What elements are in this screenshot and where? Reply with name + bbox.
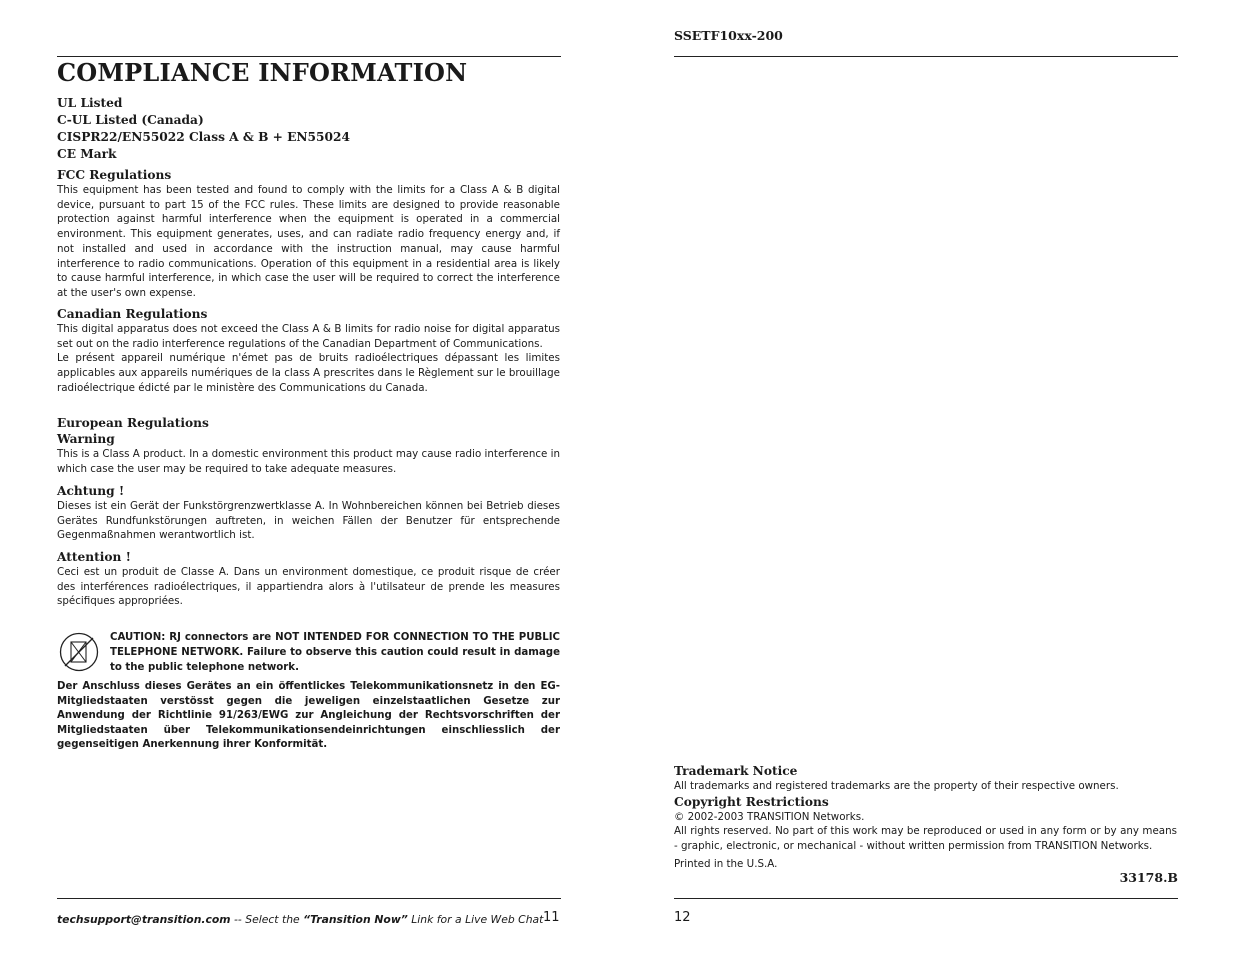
page-number-right: 12 — [674, 910, 691, 925]
right-page — [674, 0, 1178, 954]
achtung-text: Dieses ist ein Gerät der Funkstörgrenzwertklasse A. In Wohnbereichen können bei Betrieb dieses Gerätes Rundfunkstörungen auftreten, in weichen Fällen der Benutzer für entsprechende Gegenmaßnahmen werantwortlich ist. — [57, 500, 560, 542]
european-section — [57, 415, 560, 476]
listing-ce: CE Mark — [57, 147, 117, 161]
fcc-section — [57, 167, 560, 301]
fcc-heading: FCC Regulations — [57, 168, 172, 182]
legal-notice — [674, 763, 1177, 872]
certification-list — [57, 95, 350, 163]
canadian-heading: Canadian Regulations — [57, 307, 208, 321]
no-telephone-icon — [59, 632, 99, 672]
support-email-link[interactable]: techsupport@transition.com — [57, 913, 231, 926]
support-footer — [57, 913, 543, 926]
listing-cul: C-UL Listed (Canada) — [57, 113, 204, 127]
top-rule — [57, 56, 561, 57]
page-title: COMPLIANCE INFORMATION — [57, 58, 468, 87]
copyright-text: All rights reserved. No part of this work may be reproduced or used in any form or by any means - graphic, electronic, or mechanical - without written permission from TRANSITION Networks. — [674, 825, 1177, 853]
achtung-section — [57, 483, 560, 543]
footer-rule — [57, 898, 561, 899]
fcc-text: This equipment has been tested and found to comply with the limits for a Class A & B digital device, pursuant to part 15 of the FCC rules. These limits are designed to provide reasonable protection against harmful interference when the equipment is operated in a commercial environment. This equipment generates, uses, and can radiate radio frequency energy and, if not installed and used in accordance with the instruction manual, may cause harmful interference to radio communications. Operation of this equipment in a residential area is likely to cause harmful interference, in which case the user will be required to correct the interference at the user's own expense. — [57, 184, 560, 299]
transition-now-link[interactable]: “Transition Now” — [303, 913, 408, 926]
document-number: 33178.B — [1119, 870, 1178, 885]
attention-section — [57, 549, 560, 609]
warning-text: This is a Class A product. In a domestic environment this product may cause radio interference in which case the user may be required to take adequate measures. — [57, 448, 560, 475]
trademark-text: All trademarks and registered trademarks are the property of their respective owners. — [674, 780, 1119, 792]
trademark-heading: Trademark Notice — [674, 764, 798, 778]
copyright-heading: Copyright Restrictions — [674, 794, 829, 809]
attention-heading: Attention ! — [57, 550, 131, 564]
top-rule-right — [674, 56, 1178, 57]
footer-middle: -- Select the — [230, 913, 304, 926]
printed-in: Printed in the U.S.A. — [674, 857, 778, 870]
footer-end: Link for a Live Web Chat — [407, 913, 544, 926]
european-heading: European Regulations — [57, 416, 209, 430]
canadian-section — [57, 306, 560, 396]
model-number: SSETF10xx-200 — [674, 28, 783, 43]
canadian-text-en: This digital apparatus does not exceed the Class A & B limits for radio noise for digital apparatus set out on the radio interference regulations of the Canadian Department of Communications. — [57, 323, 560, 350]
german-notice: Der Anschluss dieses Gerätes an ein öffentlickes Telekommunikationsnetz in den EG-Mitgliedstaaten verstösst gegen die jeweligen einzelstaatlichen Gesetze zur Anwendung der Richtlinie 91/263/EWG zur Angleichung der Rechtsvorschriften der Mitgliedstaaten über Telekommunikationsendeinrichtungen einschliesslich der gegenseitigen Anerkennung ihrer Konformität. — [57, 681, 560, 751]
achtung-heading: Achtung ! — [57, 484, 125, 498]
copyright-line: © 2002-2003 TRANSITION Networks. — [674, 810, 865, 823]
page-number-left: 11 — [543, 910, 560, 925]
footer-rule-right — [674, 898, 1178, 899]
caution-text: CAUTION: RJ connectors are NOT INTENDED FOR CONNECTION TO THE PUBLIC TELEPHONE NETWORK. Failure to observe this caution could result in damage to the public telephone network. — [110, 632, 560, 673]
listing-ul: UL Listed — [57, 96, 123, 110]
listing-cispr: CISPR22/EN55022 Class A & B + EN55024 — [57, 130, 350, 144]
canadian-text-fr: Le présent appareil numérique n'émet pas de bruits radioélectriques dépassant les limites applicables aux appareils numériques de la class A prescrites dans le Règlement sur le brouillage radioélectrique édicté par le ministère des Communications du Canada. — [57, 352, 560, 394]
caution-block — [57, 630, 560, 675]
attention-text: Ceci est un produit de Classe A. Dans un environment domestique, ce produit risque de créer des interférences radioélectriques, il appartiendra alors à l'utilsateur de prende les measures spécifiques appropriées. — [57, 566, 560, 608]
left-page — [57, 0, 561, 954]
warning-heading: Warning — [57, 432, 115, 446]
